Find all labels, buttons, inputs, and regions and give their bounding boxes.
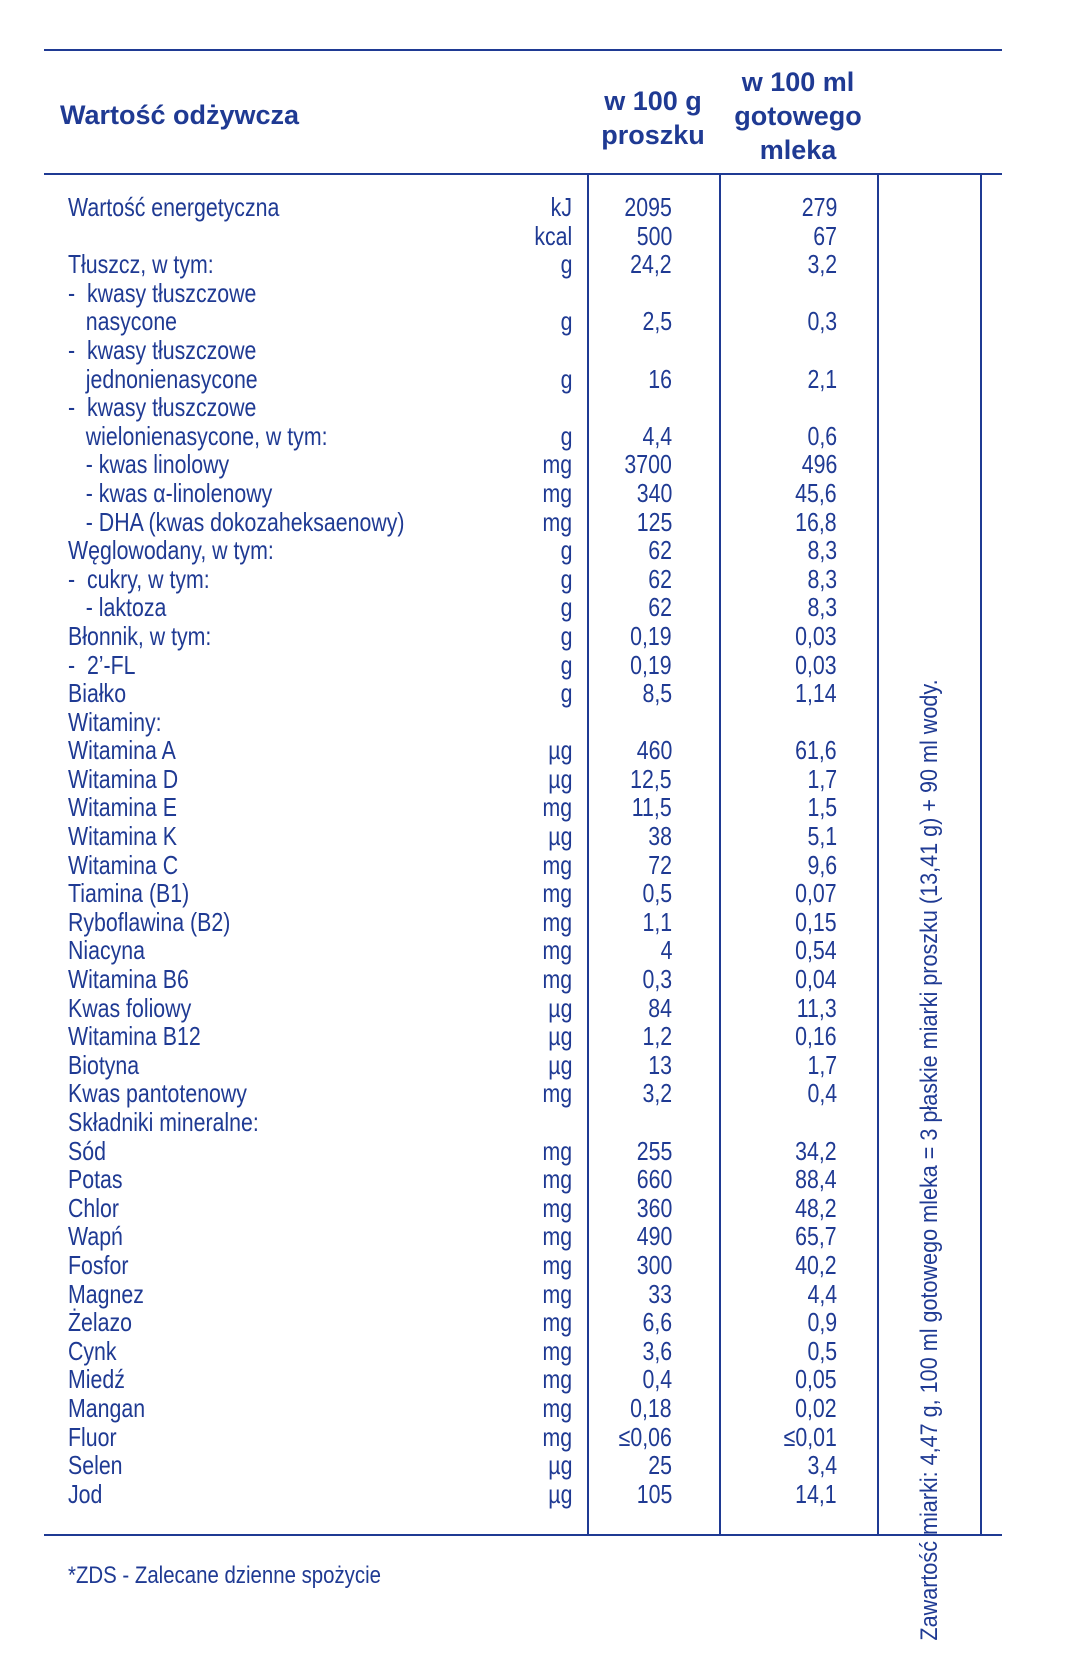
- unit: mg: [542, 935, 572, 966]
- unit: g: [560, 649, 572, 680]
- nutrient-name: - laktoza: [68, 592, 167, 623]
- table-row: [0, 193, 1077, 222]
- unit: µg: [547, 1049, 572, 1080]
- value-per-100g: 360: [636, 1192, 672, 1223]
- nutrient-name: Wartość energetyczna: [68, 192, 280, 222]
- nutrient-name: Chlor: [68, 1192, 119, 1223]
- nutrient-name: Tłuszcz, w tym:: [68, 249, 214, 280]
- nutrient-name: - kwas linolowy: [68, 449, 230, 480]
- value-per-100g: 255: [636, 1135, 672, 1166]
- value-per-100g: 24,2: [630, 249, 672, 280]
- nutrient-name: Biotyna: [68, 1049, 140, 1080]
- table-row: [0, 336, 1077, 365]
- value-per-100g: 6,6: [642, 1307, 672, 1338]
- nutrient-name: Witamina K: [68, 821, 177, 852]
- unit: mg: [542, 849, 572, 880]
- unit: mg: [542, 878, 572, 909]
- value-per-100ml: 0,5: [807, 1335, 837, 1366]
- value-per-100ml: 65,7: [795, 1221, 837, 1252]
- value-per-100ml: 3,2: [807, 249, 837, 280]
- value-per-100g: 0,19: [630, 649, 672, 680]
- value-per-100g: 8,5: [642, 678, 672, 709]
- scoop-note: Zawartość miarki: 4,47 g, 100 ml gotowego mleka = 3 płaskie miarki proszku (13,41 g) + 90 ml wody.: [916, 679, 943, 1641]
- value-per-100g: 1,2: [642, 1021, 672, 1052]
- value-per-100ml: 14,1: [795, 1478, 837, 1509]
- nutrient-name: Witamina B6: [68, 964, 189, 995]
- unit: mg: [542, 1392, 572, 1423]
- value-per-100ml: 0,16: [795, 1021, 837, 1052]
- table-row: [0, 508, 1077, 537]
- value-per-100ml: 0,4: [807, 1078, 837, 1109]
- value-per-100g: 25: [648, 1450, 672, 1481]
- table-row: [0, 450, 1077, 479]
- value-per-100g: 4,4: [642, 420, 672, 451]
- value-per-100g: 0,5: [642, 878, 672, 909]
- table-row: [0, 365, 1077, 394]
- value-per-100ml: 88,4: [795, 1164, 837, 1195]
- value-per-100g: 62: [648, 592, 672, 623]
- unit: mg: [542, 1135, 572, 1166]
- value-per-100g: 62: [648, 535, 672, 566]
- value-per-100g: 33: [648, 1278, 672, 1309]
- value-per-100g: 0,18: [630, 1392, 672, 1423]
- unit: µg: [547, 763, 572, 794]
- nutrient-name: - kwasy tłuszczowe: [68, 277, 257, 308]
- value-per-100ml: ≤0,01: [783, 1421, 837, 1452]
- value-per-100g: 0,19: [630, 620, 672, 651]
- nutrient-name: - DHA (kwas dokozaheksaenowy): [68, 506, 405, 537]
- nutrient-name: Witamina E: [68, 792, 177, 823]
- value-per-100ml: 34,2: [795, 1135, 837, 1166]
- nutrient-name: Miedź: [68, 1364, 125, 1395]
- nutrient-name: Witamina B12: [68, 1021, 201, 1052]
- table-title: Wartość odżywcza: [60, 100, 300, 130]
- value-per-100g: 0,4: [642, 1364, 672, 1395]
- unit: g: [560, 535, 572, 566]
- table-row: [0, 622, 1077, 651]
- value-per-100g: 1,1: [642, 906, 672, 937]
- value-per-100ml: 16,8: [795, 506, 837, 537]
- nutrient-name: Sód: [68, 1135, 106, 1166]
- unit: mg: [542, 1192, 572, 1223]
- value-per-100ml: 11,3: [797, 992, 837, 1023]
- unit: µg: [547, 1450, 572, 1481]
- nutrient-name: - kwasy tłuszczowe: [68, 334, 257, 365]
- table-row: [0, 307, 1077, 336]
- nutrient-name: Kwas pantotenowy: [68, 1078, 247, 1109]
- table-row: [0, 593, 1077, 622]
- nutrient-name: Ryboflawina (B2): [68, 906, 231, 937]
- nutrient-name: Błonnik, w tym:: [68, 620, 212, 651]
- nutrient-name: Witamina A: [68, 735, 176, 766]
- value-per-100g: 3,2: [642, 1078, 672, 1109]
- value-per-100g: 72: [648, 849, 672, 880]
- value-per-100ml: 0,6: [807, 420, 837, 451]
- table-bottom-rule: [44, 1534, 1002, 1536]
- table-row: [0, 279, 1077, 308]
- value-per-100g: 84: [648, 992, 672, 1023]
- nutrient-name: Witamina C: [68, 849, 179, 880]
- value-per-100g: 300: [636, 1249, 672, 1280]
- value-per-100ml: 1,7: [807, 763, 837, 794]
- value-per-100ml: 8,3: [807, 535, 837, 566]
- unit: mg: [542, 477, 572, 508]
- value-per-100g: 125: [636, 506, 672, 537]
- table-top-rule: [44, 49, 1002, 51]
- unit: mg: [542, 506, 572, 537]
- table-row: [0, 422, 1077, 451]
- nutrient-name: - cukry, w tym:: [68, 563, 210, 594]
- table-row: [0, 250, 1077, 279]
- nutrient-name: nasycone: [68, 306, 178, 337]
- unit: mg: [542, 1078, 572, 1109]
- table-row: [0, 222, 1077, 251]
- unit: mg: [542, 1307, 572, 1338]
- value-per-100g: 13: [648, 1049, 672, 1080]
- value-per-100ml: 2,1: [807, 363, 837, 394]
- value-per-100ml: 0,07: [795, 878, 837, 909]
- unit: mg: [542, 1249, 572, 1280]
- nutrient-name: jednonienasycone: [68, 363, 258, 394]
- unit: µg: [547, 735, 572, 766]
- value-per-100ml: 61,6: [795, 735, 837, 766]
- value-per-100g: 500: [636, 220, 672, 251]
- unit: mg: [542, 449, 572, 480]
- value-per-100ml: 3,4: [807, 1450, 837, 1481]
- value-per-100g: 340: [636, 477, 672, 508]
- nutrient-name: Cynk: [68, 1335, 117, 1366]
- value-per-100g: 3700: [624, 449, 672, 480]
- value-per-100g: 490: [636, 1221, 672, 1252]
- nutrient-name: Selen: [68, 1450, 123, 1481]
- nutrient-name: Fluor: [68, 1421, 117, 1452]
- value-per-100ml: 4,4: [807, 1278, 837, 1309]
- value-per-100g: 2095: [624, 192, 672, 222]
- value-per-100ml: 0,9: [807, 1307, 837, 1338]
- value-per-100ml: 0,54: [795, 935, 837, 966]
- table-row: [0, 393, 1077, 422]
- unit: µg: [547, 821, 572, 852]
- value-per-100ml: 40,2: [795, 1249, 837, 1280]
- value-per-100ml: 496: [801, 449, 837, 480]
- unit: kcal: [534, 220, 572, 251]
- col1-header-line: w 100 g: [604, 86, 702, 116]
- table-row: [0, 479, 1077, 508]
- unit: kJ: [550, 192, 572, 222]
- table-row: [0, 651, 1077, 680]
- value-per-100ml: 1,7: [807, 1049, 837, 1080]
- unit: mg: [542, 906, 572, 937]
- unit: g: [560, 306, 572, 337]
- col2-header-line: gotowego: [734, 101, 862, 131]
- unit: g: [560, 563, 572, 594]
- value-per-100ml: 67: [813, 220, 837, 251]
- value-per-100ml: 1,5: [807, 792, 837, 823]
- unit: mg: [542, 1364, 572, 1395]
- value-per-100g: 16: [648, 363, 672, 394]
- value-per-100ml: 0,03: [795, 649, 837, 680]
- nutrient-name: - kwasy tłuszczowe: [68, 392, 257, 423]
- nutrient-name: - kwas α-linolenowy: [68, 477, 273, 508]
- table-row: [0, 536, 1077, 565]
- value-per-100ml: 0,03: [795, 620, 837, 651]
- value-per-100g: 2,5: [642, 306, 672, 337]
- value-per-100g: ≤0,06: [618, 1421, 672, 1452]
- col2-header-line: w 100 ml: [741, 67, 855, 97]
- nutrient-name: Mangan: [68, 1392, 146, 1423]
- unit: g: [560, 249, 572, 280]
- value-per-100ml: 0,04: [795, 964, 837, 995]
- value-per-100g: 0,3: [642, 964, 672, 995]
- unit: µg: [547, 1478, 572, 1509]
- nutrient-name: Niacyna: [68, 935, 146, 966]
- value-per-100g: 105: [636, 1478, 672, 1509]
- value-per-100ml: 1,14: [795, 678, 837, 709]
- value-per-100g: 12,5: [630, 763, 672, 794]
- nutrient-name: Witaminy:: [68, 706, 162, 737]
- unit: g: [560, 363, 572, 394]
- unit: g: [560, 592, 572, 623]
- nutrient-name: - 2’-FL: [68, 649, 136, 680]
- col2-header-line: mleka: [759, 135, 837, 165]
- value-per-100g: 3,6: [642, 1335, 672, 1366]
- unit: µg: [547, 992, 572, 1023]
- unit: mg: [542, 964, 572, 995]
- unit: mg: [542, 1421, 572, 1452]
- unit: g: [560, 620, 572, 651]
- nutrient-name: Żelazo: [68, 1307, 132, 1338]
- nutrient-name: Węglowodany, w tym:: [68, 535, 274, 566]
- value-per-100g: 11,5: [632, 792, 672, 823]
- nutrient-name: Składniki mineralne:: [68, 1107, 259, 1137]
- nutrient-name: Tiamina (B1): [68, 878, 190, 909]
- value-per-100ml: 279: [801, 192, 837, 222]
- value-per-100ml: 0,05: [795, 1364, 837, 1395]
- value-per-100ml: 0,3: [807, 306, 837, 337]
- value-per-100ml: 5,1: [807, 821, 837, 852]
- value-per-100ml: 0,15: [795, 906, 837, 937]
- unit: mg: [542, 1278, 572, 1309]
- unit: mg: [542, 1164, 572, 1195]
- nutrient-name: Białko: [68, 678, 127, 709]
- value-per-100ml: 45,6: [795, 477, 837, 508]
- nutrient-name: Fosfor: [68, 1249, 129, 1280]
- value-per-100ml: 48,2: [795, 1192, 837, 1223]
- col2-header: [719, 65, 877, 167]
- value-per-100g: 660: [636, 1164, 672, 1195]
- value-per-100ml: 8,3: [807, 592, 837, 623]
- nutrient-name: Magnez: [68, 1278, 144, 1309]
- nutrient-name: Potas: [68, 1164, 123, 1195]
- value-per-100ml: 9,6: [807, 849, 837, 880]
- value-per-100g: 460: [636, 735, 672, 766]
- value-per-100ml: 0,02: [795, 1392, 837, 1423]
- nutrient-name: Wapń: [68, 1221, 123, 1252]
- value-per-100g: 4: [660, 935, 672, 966]
- value-per-100g: 62: [648, 563, 672, 594]
- unit: µg: [547, 1021, 572, 1052]
- unit: mg: [542, 792, 572, 823]
- unit: g: [560, 678, 572, 709]
- table-row: [0, 565, 1077, 594]
- col1-header: [587, 84, 719, 152]
- nutrient-name: wielonienasycone, w tym:: [68, 420, 328, 451]
- nutrient-name: Kwas foliowy: [68, 992, 192, 1023]
- unit: g: [560, 420, 572, 451]
- value-per-100g: 38: [648, 821, 672, 852]
- footnote: *ZDS - Zalecane dzienne spożycie: [68, 1562, 381, 1589]
- value-per-100ml: 8,3: [807, 563, 837, 594]
- col1-header-line: proszku: [601, 120, 705, 150]
- nutrient-name: Witamina D: [68, 763, 179, 794]
- header-bottom-rule: [44, 173, 1002, 175]
- unit: mg: [542, 1221, 572, 1252]
- nutrient-name: Jod: [68, 1478, 103, 1509]
- unit: mg: [542, 1335, 572, 1366]
